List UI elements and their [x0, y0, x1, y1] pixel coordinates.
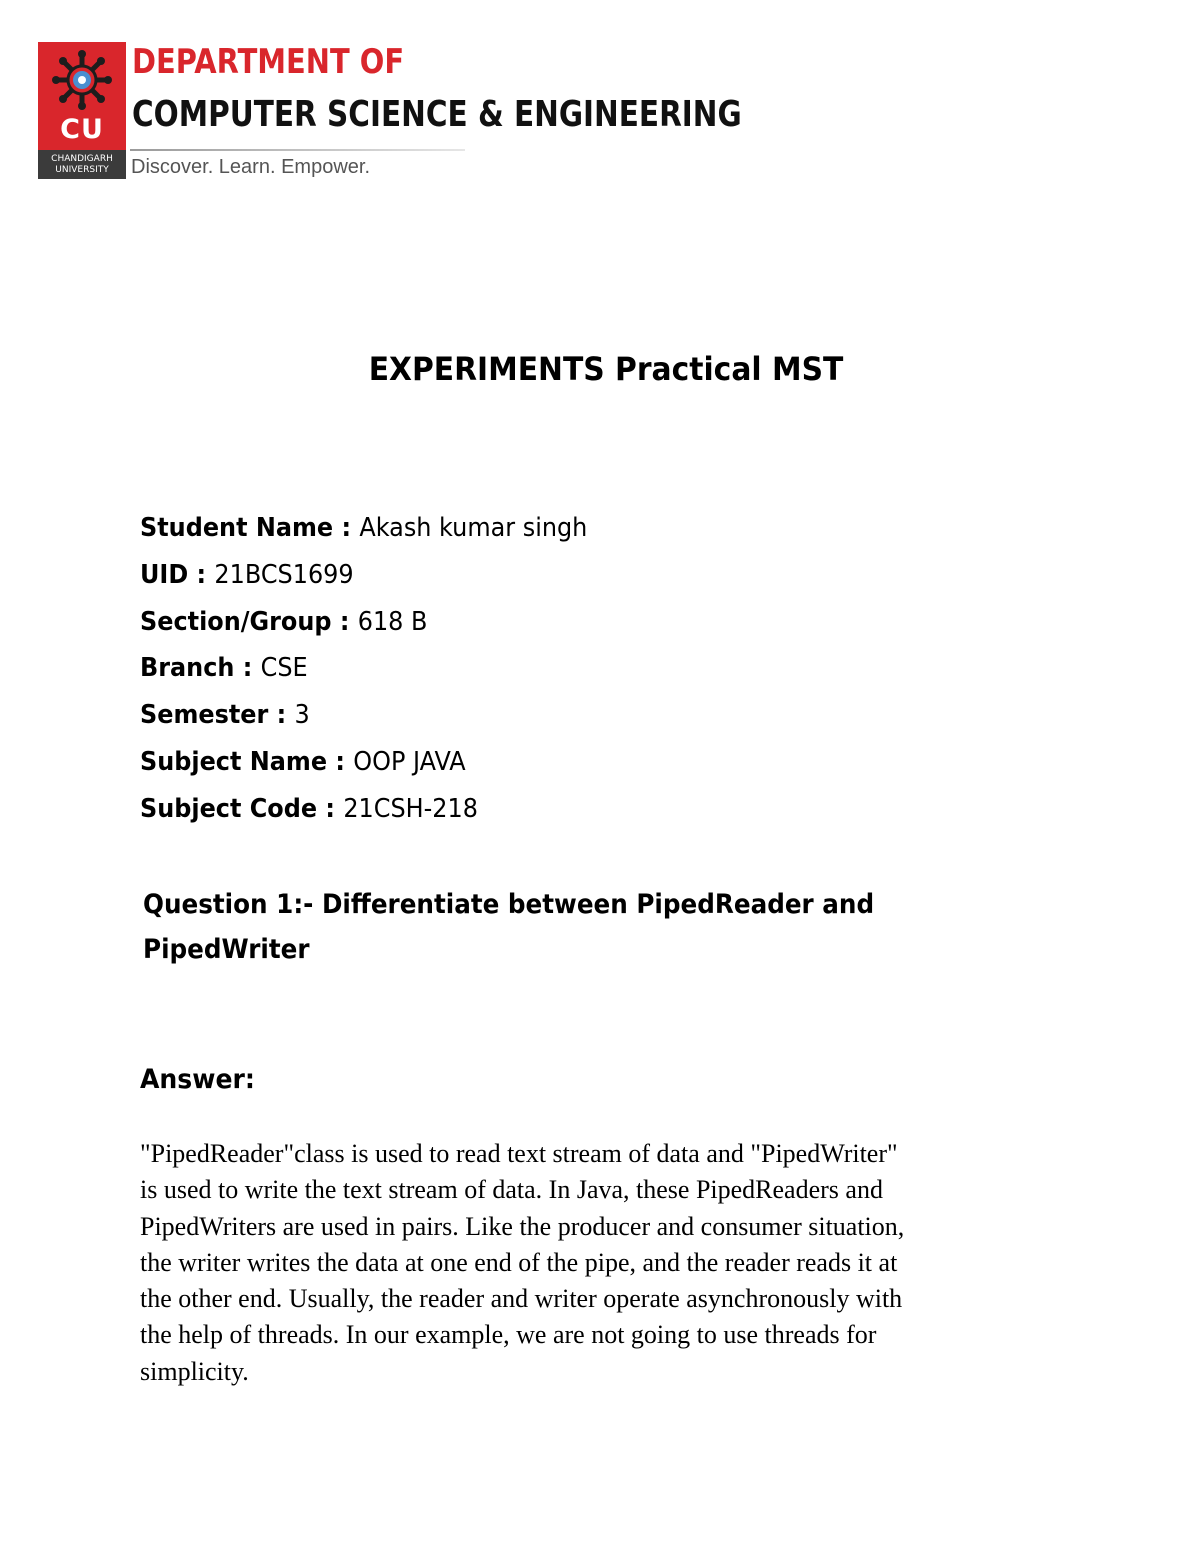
info-label: Student Name [140, 513, 334, 543]
document-title: EXPERIMENTS Practical MST [368, 350, 844, 388]
logo-university-text [38, 150, 126, 179]
logo-cu-text: CU [60, 114, 104, 145]
info-row-student-name: Student Name : Akash kumar singh [140, 513, 588, 543]
info-label: Subject Name [140, 746, 328, 777]
tagline: Discover. Learn. Empower. [131, 156, 370, 178]
question-line: PipedWriter [143, 934, 310, 965]
info-value: 21CSH-218 [343, 793, 478, 824]
answer-line: is used to write the text stream of data. In Java, these PipedReaders and [140, 1175, 883, 1205]
info-label: Semester [140, 700, 269, 731]
answer-line: the other end. Usually, the reader and writer operate asynchronously with [140, 1284, 903, 1314]
info-row-semester: Semester : 3 [140, 700, 310, 731]
info-label: Subject Code [140, 793, 318, 824]
info-value: OOP JAVA [353, 746, 466, 777]
department-heading-line2: COMPUTER SCIENCE & ENGINEERING [132, 94, 742, 135]
info-value: 3 [294, 700, 310, 731]
answer-line: the help of threads. In our example, we are not going to use threads for [140, 1320, 877, 1350]
info-value: 618 B [357, 606, 428, 637]
university-logo [38, 42, 126, 179]
info-label: UID [140, 559, 189, 590]
student-info-list [140, 505, 587, 833]
answer-label: Answer: [140, 1064, 255, 1095]
logo-subtext-1: CHANDIGARH [51, 154, 113, 164]
info-label: Branch [140, 653, 235, 684]
answer-line: PipedWriters are used in pairs. Like the producer and consumer situation, [140, 1211, 905, 1241]
info-label: Section/Group [140, 606, 332, 637]
department-heading-line1: DEPARTMENT OF [132, 42, 405, 82]
question-heading [143, 882, 874, 972]
info-value: 21BCS1699 [214, 559, 354, 590]
logo-subtext-2: UNIVERSITY [55, 165, 109, 175]
answer-line: the writer writes the data at one end of the pipe, and the reader reads it at [140, 1247, 898, 1277]
question-line: Question 1:- Differentiate between PipedReader and [143, 889, 875, 920]
info-value: CSE [260, 653, 308, 684]
answer-line: simplicity. [140, 1356, 249, 1386]
header-divider [130, 149, 465, 151]
info-value: Akash kumar singh [359, 513, 588, 543]
info-row-subject-code: Subject Code : 21CSH-218 [140, 793, 478, 824]
info-row-branch: Branch : CSE [140, 653, 308, 684]
emblem-icon [52, 50, 112, 110]
info-row-subject-name: Subject Name : OOP JAVA [140, 746, 466, 777]
answer-line: "PipedReader"class is used to read text stream of data and "PipedWriter" [140, 1139, 898, 1168]
info-row-section-group: Section/Group : 618 B [140, 606, 428, 637]
answer-paragraph [140, 1136, 904, 1390]
info-row-uid: UID : 21BCS1699 [140, 559, 354, 590]
